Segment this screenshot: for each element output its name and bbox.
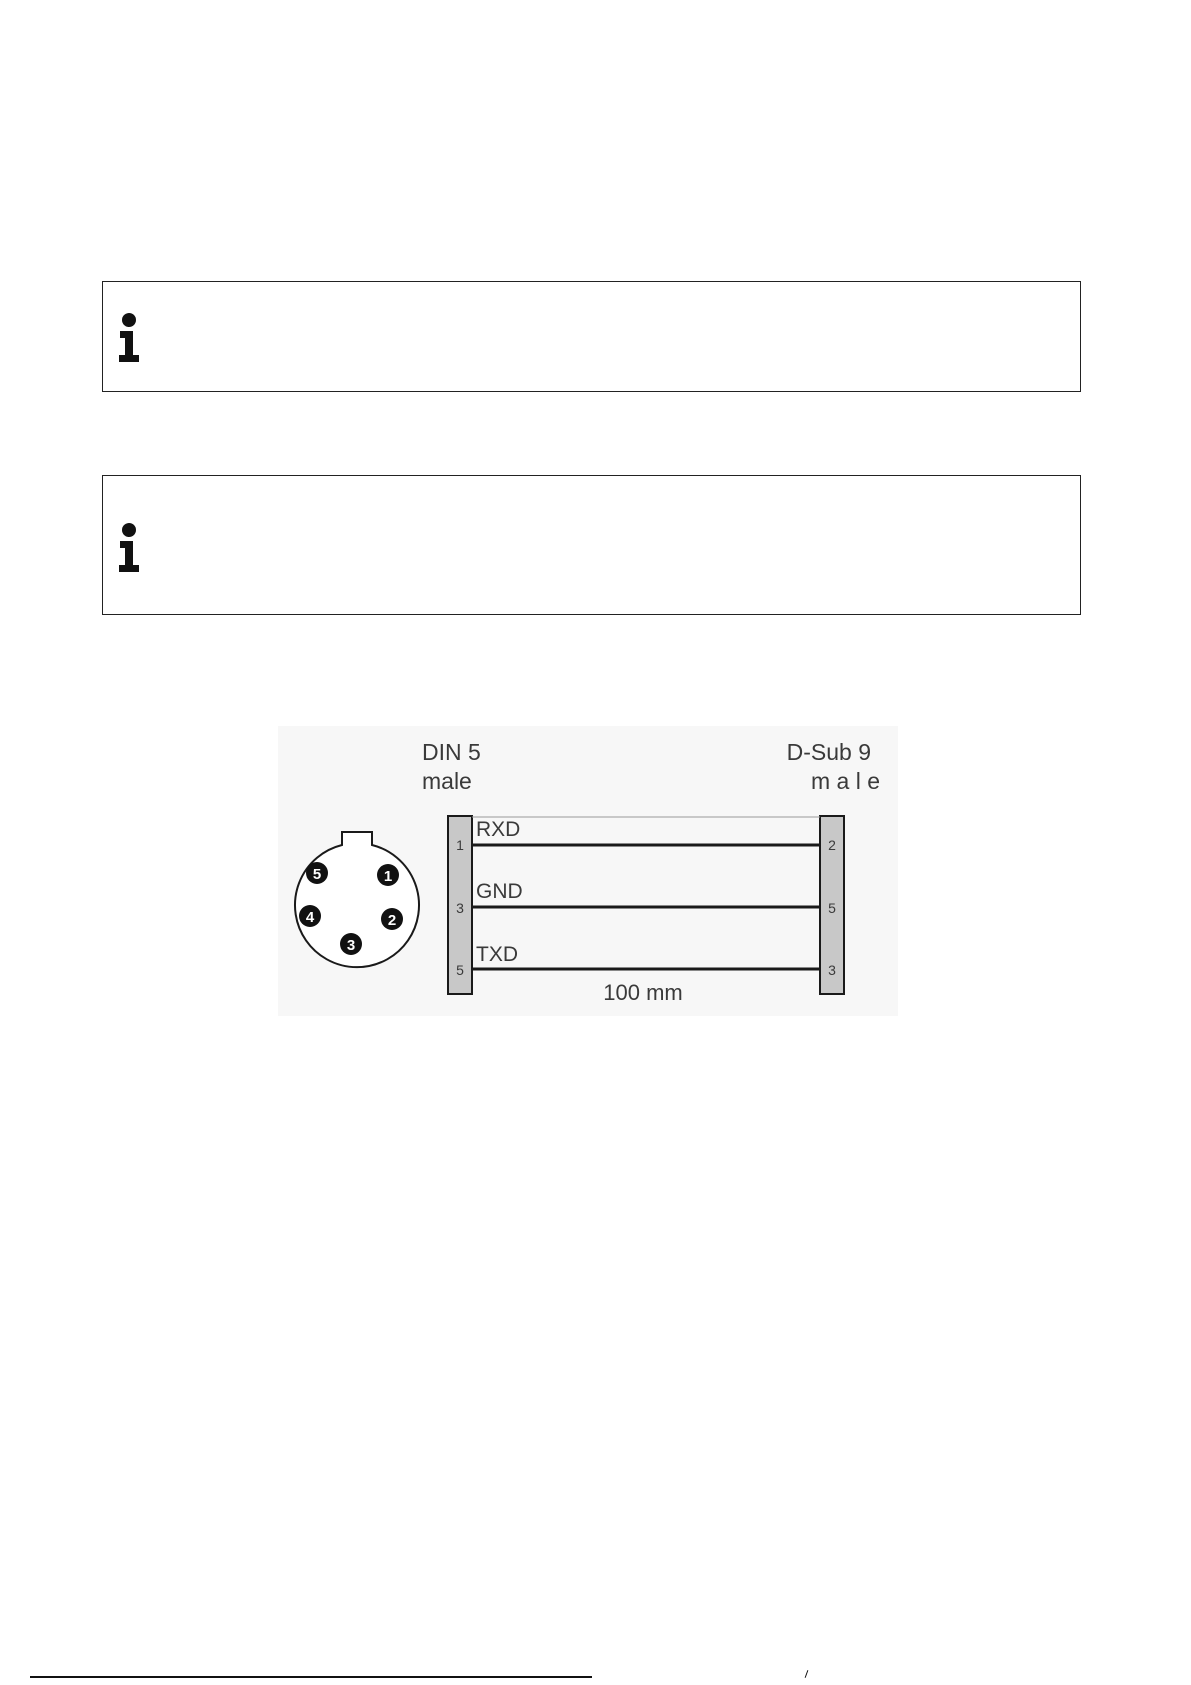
svg-text:2: 2 [387, 912, 397, 929]
wire-txd-left-pin: 5 [456, 962, 464, 978]
info-icon [115, 522, 145, 574]
info-box-2 [102, 475, 1081, 615]
wire-rxd-right-pin: 2 [828, 837, 836, 853]
wire-rxd-left-pin: 1 [456, 837, 464, 853]
svg-text:5: 5 [312, 866, 322, 883]
wire-gnd [456, 880, 836, 916]
cable-length-label: 100 mm [603, 980, 683, 1005]
info-box-1 [102, 281, 1081, 392]
wire-gnd-left-pin: 3 [456, 900, 464, 916]
din-pin-5 [306, 862, 328, 884]
right-connector-gender: m a l e [810, 768, 880, 794]
din-pin-4 [299, 905, 321, 927]
din5-face [295, 832, 419, 967]
din-pin-1 [377, 864, 399, 886]
footer-rule [30, 1676, 592, 1678]
wire-txd [456, 943, 836, 978]
wire-rxd-label: RXD [476, 818, 521, 841]
wire-txd-right-pin: 3 [828, 962, 836, 978]
info-icon [115, 312, 145, 364]
svg-text:4: 4 [305, 909, 315, 926]
footer-mark [805, 1670, 809, 1678]
wire-txd-label: TXD [476, 943, 518, 966]
svg-text:3: 3 [346, 937, 356, 954]
svg-text:1: 1 [383, 868, 393, 885]
left-connector-name: DIN 5 [422, 739, 481, 765]
wire-rxd [456, 818, 836, 853]
wiring-svg [278, 726, 898, 1016]
left-connector-gender: male [422, 768, 472, 794]
wire-gnd-right-pin: 5 [828, 900, 836, 916]
cable-wiring-diagram [278, 726, 898, 1016]
right-connector-name: D-Sub 9 [786, 739, 871, 765]
wire-gnd-label: GND [476, 880, 523, 903]
din-pin-3 [340, 933, 362, 955]
din-pin-2 [381, 908, 403, 930]
